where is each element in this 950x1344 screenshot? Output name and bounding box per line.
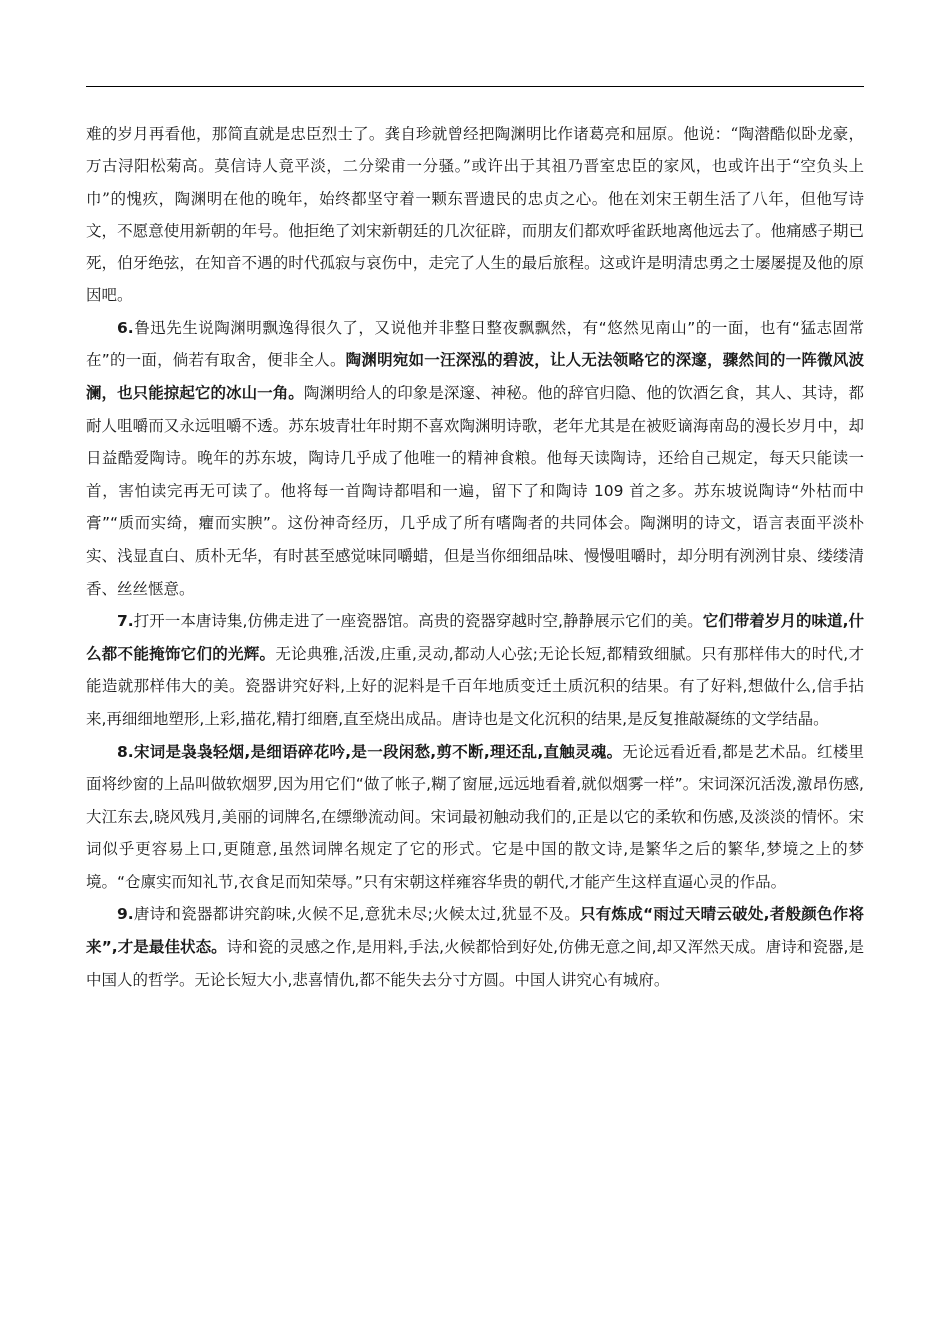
paragraph-7-text-1: 打开一本唐诗集,仿佛走进了一座瓷器馆。高贵的瓷器穿越时空,静静展示它们的美。 xyxy=(133,612,703,631)
paragraph-5-continuation xyxy=(86,118,864,312)
paragraph-6-text-2: 陶渊明给人的印象是深邃、神秘。他的辞官归隐、他的饮酒乞食，其人、其诗，都耐人咀嚼而又永远咀嚼不透。苏东坡青壮年时期不喜欢陶渊明诗歌，老年尤其是在被贬谪海南岛的漫长岁月中，却日益酷爱陶诗。晚年的苏东坡，陶诗几乎成了他唯一的精神食粮。他每天读陶诗，还给自己规定，每天只能读一首，害怕读完再无可读了。他将每一首陶诗都唱和一遍，留下了和陶诗 109 首之多。苏东坡说陶诗“外枯而中膏”“质而实绮，癯而实腴”。这份神奇经历，几乎成了所有嗜陶者的共同体会。陶渊明的诗文，语言表面平淡朴实、浅显直白、质朴无华，有时甚至感觉味同嚼蜡，但是当你细细品味、慢慢咀嚼时，却分明有洌洌甘泉、缕缕清香、丝丝惬意。 xyxy=(86,383,864,598)
paragraph-8-bold: 宋词是袅袅轻烟,是细语碎花吟,是一段闲愁,剪不断,理还乱,直触灵魂。 xyxy=(133,742,623,761)
paragraph-9-text-2: 诗和瓷的灵感之作,是用料,手法,火候都恰到好处,仿佛无意之间,却又浑然天成。唐诗和瓷器,是中国人的哲学。无论长短大小,悲喜情仇,都不能失去分寸方圆。中国人讲究心有城府。 xyxy=(86,938,864,989)
header-rule xyxy=(86,86,864,87)
paragraph-7 xyxy=(86,605,864,735)
paragraph-8-text: 无论远看近看,都是艺术品。红楼里面将纱窗的上品叫做软烟罗,因为用它们“做了帐子,糊了窗屉,远远地看着,就似烟雾一样”。宋词深沉活泼,激昂伤感,大江东去,晓风残月,美丽的词牌名,在缥缈流动间。宋词最初触动我们的,正是以它的柔软和伤感,及淡淡的情怀。宋词似乎更容易上口,更随意,虽然词牌名规定了它的形式。它是中国的散文诗,是繁华之后的繁华,梦境之上的梦境。“仓廪实而知礼节,衣食足而知荣辱。”只有宋朝这样雍容华贵的朝代,才能产生这样直逼心灵的作品。 xyxy=(86,742,864,891)
paragraph-9 xyxy=(86,898,864,996)
paragraph-6-number: 6. xyxy=(117,318,134,337)
paragraph-6-text-1: 鲁迅先生说陶渊明飘逸得很久了，又说他并非整日整夜飘飘然，有“悠然见南山”的一面，也有“猛志固常在”的一面，倘若有取舍，便非全人。 xyxy=(86,318,864,370)
paragraph-9-text-1: 唐诗和瓷器都讲究韵味,火候不足,意犹未尽;火候太过,犹显不及。 xyxy=(133,905,581,924)
paragraph-7-text-2: 无论典雅,活泼,庄重,灵动,都动人心弦;无论长短,都精致细腻。只有那样伟大的时代,才能造就那样伟大的美。瓷器讲究好料,上好的泥料是千百年地质变迁土质沉积的结果。有了好料,想做什么,信手拈来,再细细地塑形,上彩,描花,精打细磨,直至烧出成品。唐诗也是文化沉积的结果,是反复推敲凝练的文学结晶。 xyxy=(86,644,864,728)
paragraph-5-text: 难的岁月再看他，那简直就是忠臣烈士了。龚自珍就曾经把陶渊明比作诸葛亮和屈原。他说：“陶潜酷似卧龙豪，万古浔阳松菊高。莫信诗人竟平淡，二分梁甫一分骚。”或许出于其祖乃晋室忠臣的家风，也或许出于“空负头上巾”的愧疚，陶渊明在他的晚年，始终都坚守着一颗东晋遗民的忠贞之心。他在刘宋王朝生活了八年，但他写诗文，不愿意使用新朝的年号。他拒绝了刘宋新朝廷的几次征辟，而朋友们都欢呼雀跃地离他远去了。他痛感子期已死，伯牙绝弦，在知音不遇的时代孤寂与哀伤中，走完了人生的最后旅程。这或许是明清忠勇之士屡屡提及他的原因吧。 xyxy=(86,125,864,305)
paragraph-6 xyxy=(86,312,864,605)
paragraph-9-bold: 只有炼成“雨过天晴云破处,者般颜色作将来”,才是最佳状态。 xyxy=(86,905,864,957)
paragraph-7-number: 7. xyxy=(117,612,134,631)
paragraph-6-bold: 陶渊明宛如一汪深泓的碧波，让人无法领略它的深邃，骤然间的一阵微风波澜，也只能掠起它的冰山一角。 xyxy=(86,351,865,402)
paragraph-9-number: 9. xyxy=(117,905,134,924)
document-body xyxy=(86,118,864,996)
paragraph-8-number: 8. xyxy=(117,742,134,761)
paragraph-8 xyxy=(86,736,864,899)
paragraph-7-bold: 它们带着岁月的味道,什么都不能掩饰它们的光辉。 xyxy=(86,612,865,663)
